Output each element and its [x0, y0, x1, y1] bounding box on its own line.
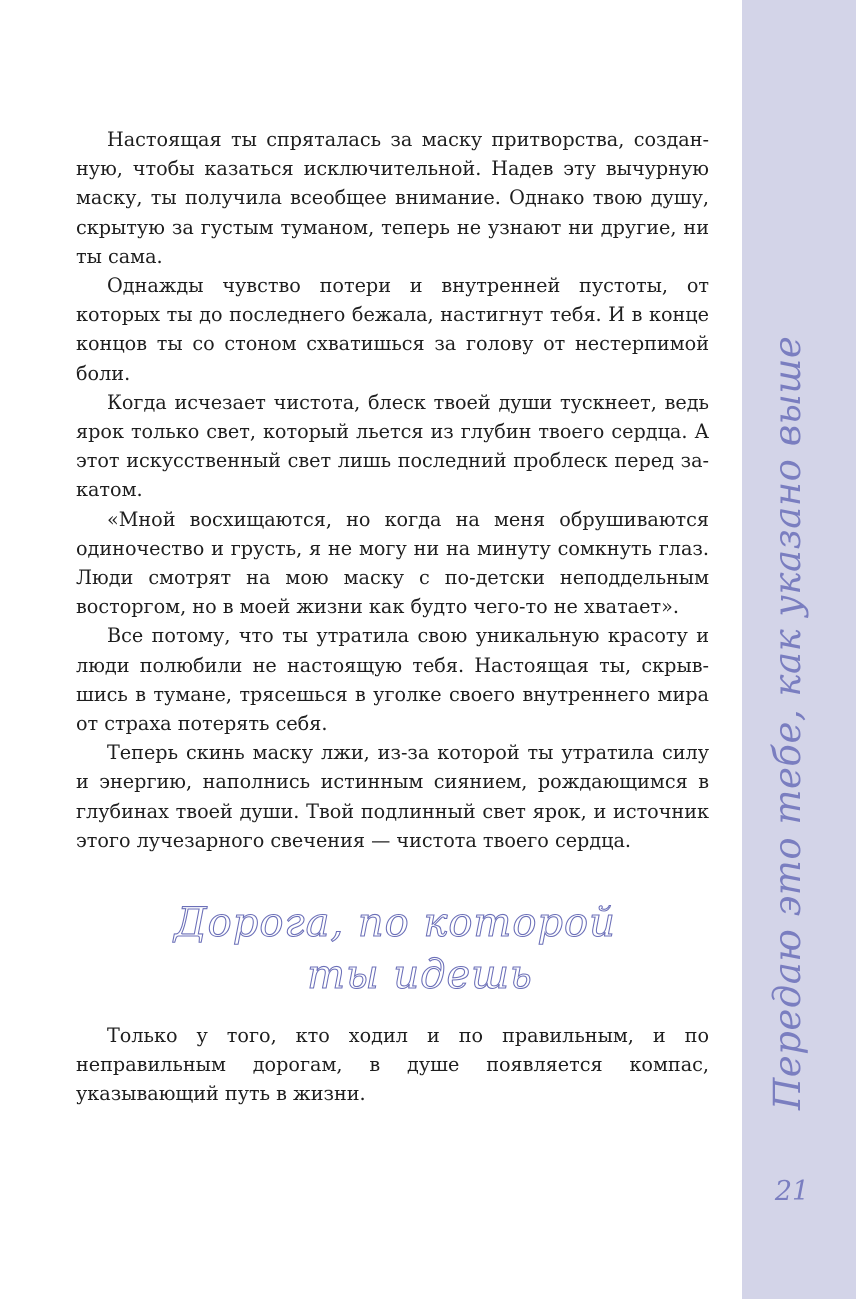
paragraph: Теперь скинь маску лжи, из-за которой ты утратила силу и энергию, наполнись истинным сиянием, рождающимся в глубинах твоей души. Твой подлинный свет ярок, и источник этого лучезарного свечения — чистота твоего сердца. — [76, 741, 709, 852]
paragraph: Только у того, кто ходил и по правильным, и по неправильным дорогам, в душе появляется компас, указывающий путь в жизни. — [76, 1024, 709, 1106]
paragraph: Все потому, что ты утратила свою уникальную красоту и люди полюбили не настоящую тебя. Настоящая ты, скрывшись в тумане, трясешься в уголке своего внутреннего мира от страха потерять себя. — [76, 624, 709, 736]
page-number: 21 — [774, 1176, 810, 1207]
section-heading-lettering — [174, 880, 616, 1010]
section-heading-line1: Дорога, по которой — [174, 900, 616, 946]
section-heading — [174, 880, 616, 1010]
paragraph: Настоящая ты спряталась за маску притворства, созданную, чтобы казаться исключительной. Надев эту вычурную маску, ты получила всеобщее внимание. Однако твою душу, скрытую за густым туманом, теперь не узнают ни другие, ни ты сама. — [76, 128, 709, 268]
main-text-block — [76, 125, 709, 855]
paragraph: Когда исчезает чистота, блеск твоей души тускнеет, ведь ярок только свет, который льется из глубин твоего сердца. А этот искусственный свет лишь последний проблеск перед закатом. — [76, 390, 709, 502]
paragraph: «Мной восхищаются, но когда на меня обрушиваются одиночество и грусть, я не могу ни на минуту сомкнуть глаз. Люди смотрят на мою маску с по-детски неподдельным восторгом, но в моей жизни как будто чего-то не хватает». — [76, 507, 709, 619]
side-caption: Передаю это тебе, как указано выше — [766, 335, 809, 1110]
bottom-text-block — [76, 1021, 709, 1109]
section-heading-line2: ты идешь — [307, 952, 533, 998]
paragraph: Однажды чувство потери и внутренней пустоты, от которых ты до последнего бежала, настигнут тебя. И в конце концов ты со стоном схватишься за голову от нестерпимой боли. — [76, 274, 709, 385]
